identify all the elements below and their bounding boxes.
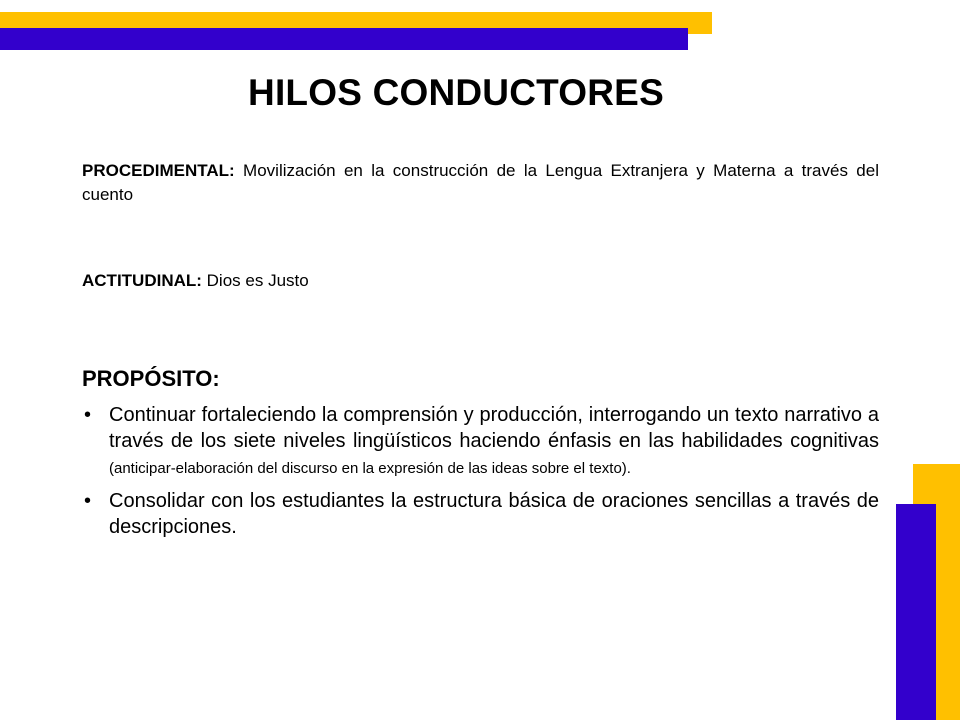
bullet-text: Consolidar con los estudiantes la estructura básica de oraciones sencillas a través de descripciones. bbox=[109, 490, 879, 538]
list-item bbox=[82, 402, 879, 482]
procedimental-label: PROCEDIMENTAL: bbox=[82, 161, 235, 180]
bullet-text: Continuar fortaleciendo la comprensión y producción, interrogando un texto narrativo a través de los siete niveles lingüísticos haciendo énfasis en las habilidades cognitivas bbox=[109, 404, 879, 452]
bullet-note: (anticipar-elaboración del discurso en la expresión de las ideas sobre el texto). bbox=[109, 460, 631, 477]
procedimental-paragraph bbox=[82, 159, 879, 207]
bullet-icon: • bbox=[84, 404, 92, 426]
proposito-list bbox=[82, 402, 879, 546]
actitudinal-paragraph bbox=[82, 269, 879, 293]
right-blue-bar bbox=[896, 504, 936, 720]
slide-title: HILOS CONDUCTORES bbox=[248, 72, 664, 113]
actitudinal-text: Dios es Justo bbox=[206, 271, 309, 290]
actitudinal-label: ACTITUDINAL: bbox=[82, 271, 202, 290]
procedimental-text: Movilización en la construcción de la Lengua Extranjera y Materna a través del cuento bbox=[82, 161, 879, 204]
list-item bbox=[82, 488, 879, 540]
top-blue-bar bbox=[0, 28, 688, 50]
bullet-icon: • bbox=[84, 490, 92, 512]
proposito-heading: PROPÓSITO: bbox=[82, 366, 220, 391]
